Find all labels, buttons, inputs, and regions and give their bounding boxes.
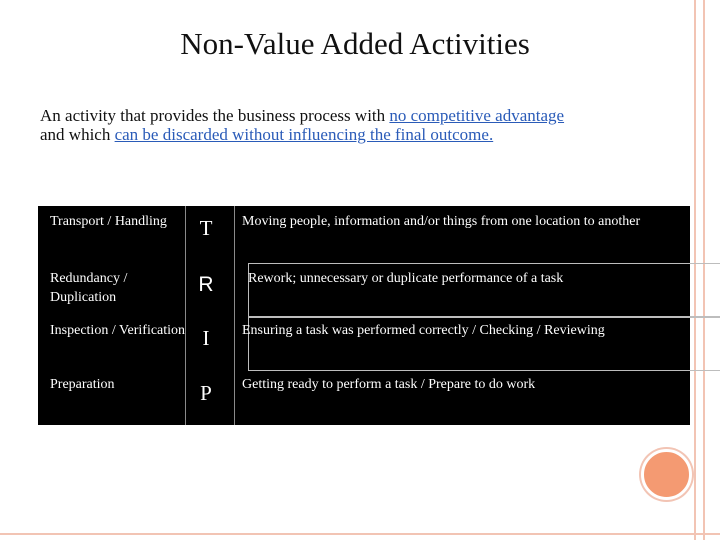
letter-cell: P <box>200 381 212 405</box>
intro-link-discarded[interactable]: can be discarded without influencing the final outcome. <box>114 125 494 144</box>
decorative-circle <box>641 449 692 500</box>
description-cell: Moving people, information and/or things from one location to another <box>242 214 641 229</box>
description-cell: Ensuring a task was performed correctly / Checking / Reviewing <box>242 323 605 338</box>
letter-cell: I <box>202 326 210 350</box>
letter-cell: R <box>198 273 214 296</box>
term-cell: Transport / Handling <box>50 214 167 229</box>
letter-cell: T <box>199 216 213 240</box>
activities-table <box>38 206 690 425</box>
term-cell: Preparation <box>50 377 115 392</box>
description-cell: Rework; unnecessary or duplicate performance of a task <box>248 271 564 286</box>
description-cell: Getting ready to perform a task / Prepare to do work <box>242 377 536 392</box>
term-cell: Inspection / Verification <box>50 323 186 338</box>
slide-title: Non-Value Added Activities <box>180 26 530 61</box>
column-divider <box>234 206 235 425</box>
term-cell: Redundancy / Duplication <box>50 271 128 305</box>
frame-line-bottom <box>0 533 720 535</box>
intro-text-1: An activity that provides the business process with <box>40 106 390 125</box>
intro-link-competitive-advantage[interactable]: no competitive advantage <box>389 106 565 125</box>
intro-text-2: and which <box>40 125 115 144</box>
intro-paragraph <box>40 106 680 144</box>
